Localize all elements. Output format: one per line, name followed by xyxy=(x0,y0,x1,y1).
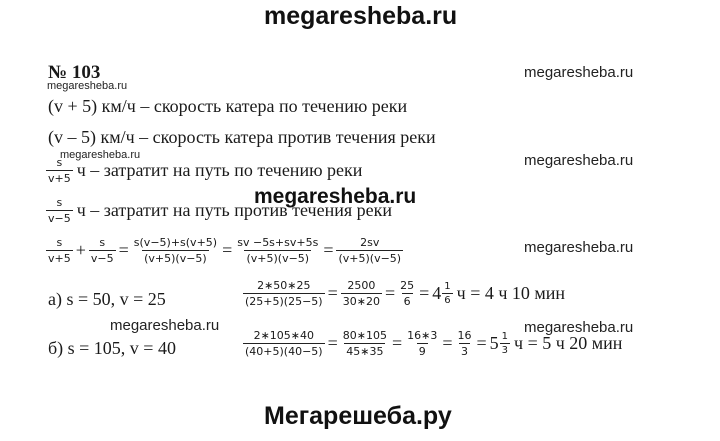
fraction: $\frac{2sv}{(v+5)(v-5)}$ xyxy=(338,236,402,265)
fraction: $\frac{s}{v-5}$ xyxy=(90,236,114,265)
time-upstream-line: $\frac{s}{v-5}$ ч – затратит на путь против течения реки xyxy=(48,196,392,225)
watermark-right-3: megaresheba.ru xyxy=(524,239,634,256)
watermark-right-2: megaresheba.ru xyxy=(524,152,634,169)
part-a-solution: $\frac{2∗50∗25}{(25+5)(25-5)}$ = $\frac{2500}{30∗20}$ = $\frac{25}{6}$ = 4 $\frac{1}{6}$ ч = 4 ч 10 мин xyxy=(245,279,566,308)
fraction: $\frac{16}{3}$ xyxy=(457,329,472,358)
watermark-top: megaresheba.ru xyxy=(264,2,458,30)
watermark-left-2: megaresheba.ru xyxy=(60,149,141,161)
watermark-bottom: Мегарешеба.ру xyxy=(264,402,452,430)
part-a-label: а) s = 50, v = 25 xyxy=(48,289,166,309)
watermark-right-1: megaresheba.ru xyxy=(524,64,634,81)
watermark-left-1: megaresheba.ru xyxy=(47,80,128,92)
part-b-solution: $\frac{2∗105∗40}{(40+5)(40-5)}$ = $\frac{80∗105}{45∗35}$ = $\frac{16∗3}{9}$ = $\frac{16}{3}$ = 5 $\frac{1}{3}$ ч = 5 ч 20 мин xyxy=(245,329,623,358)
part-b-label: б) s = 105, v = 40 xyxy=(48,338,176,358)
fraction: $\frac{16∗3}{9}$ xyxy=(407,329,438,358)
fraction: $\frac{2∗105∗40}{(40+5)(40-5)}$ xyxy=(245,329,323,358)
fraction: $\frac{25}{6}$ xyxy=(400,279,415,308)
fraction: $\frac{2∗50∗25}{(25+5)(25-5)}$ xyxy=(245,279,323,308)
part-a-result: ч = 4 ч 10 мин xyxy=(456,283,566,303)
fraction: $\frac{2500}{30∗20}$ xyxy=(342,279,380,308)
fraction: $\frac{s}{v+5}$ xyxy=(48,156,71,185)
fraction: $\frac{s(v-5)+s(v+5)}{(v+5)(v-5)}$ xyxy=(133,236,218,265)
time-downstream-line: $\frac{s}{v+5}$ ч – затратит на путь по течению реки xyxy=(48,156,363,185)
part-b-result: ч = 5 ч 20 мин xyxy=(514,333,623,353)
fraction: $\frac{80∗105}{45∗35}$ xyxy=(342,329,387,358)
mixed-number: 5 $\frac{1}{3}$ xyxy=(489,331,509,356)
fraction: $\frac{s}{v+5}$ xyxy=(48,236,71,265)
watermark-right-4: megaresheba.ru xyxy=(524,319,634,336)
fraction: $\frac{sv -5s+sv+5s}{(v+5)(v-5)}$ xyxy=(237,236,319,265)
watermark-center: megaresheba.ru xyxy=(254,185,417,208)
fraction: $\frac{s}{v-5}$ xyxy=(48,196,71,225)
speed-downstream-line: (v + 5) км/ч – скорость катера по течению реки xyxy=(48,96,408,116)
general-formula: $\frac{s}{v+5}$ + $\frac{s}{v-5}$ = $\frac{s(v-5)+s(v+5)}{(v+5)(v-5)}$ = $\frac{sv -5s+sv+5s}{(v+5)(v-5)}$ = $\frac{2sv}{(v+5)(v-5)}$ xyxy=(48,236,402,265)
problem-title: № 103 xyxy=(48,62,101,83)
watermark-left-3: megaresheba.ru xyxy=(110,317,220,334)
mixed-number: 4 $\frac{1}{6}$ xyxy=(432,281,451,306)
speed-upstream-line: (v – 5) км/ч – скорость катера против течения реки xyxy=(48,127,436,147)
